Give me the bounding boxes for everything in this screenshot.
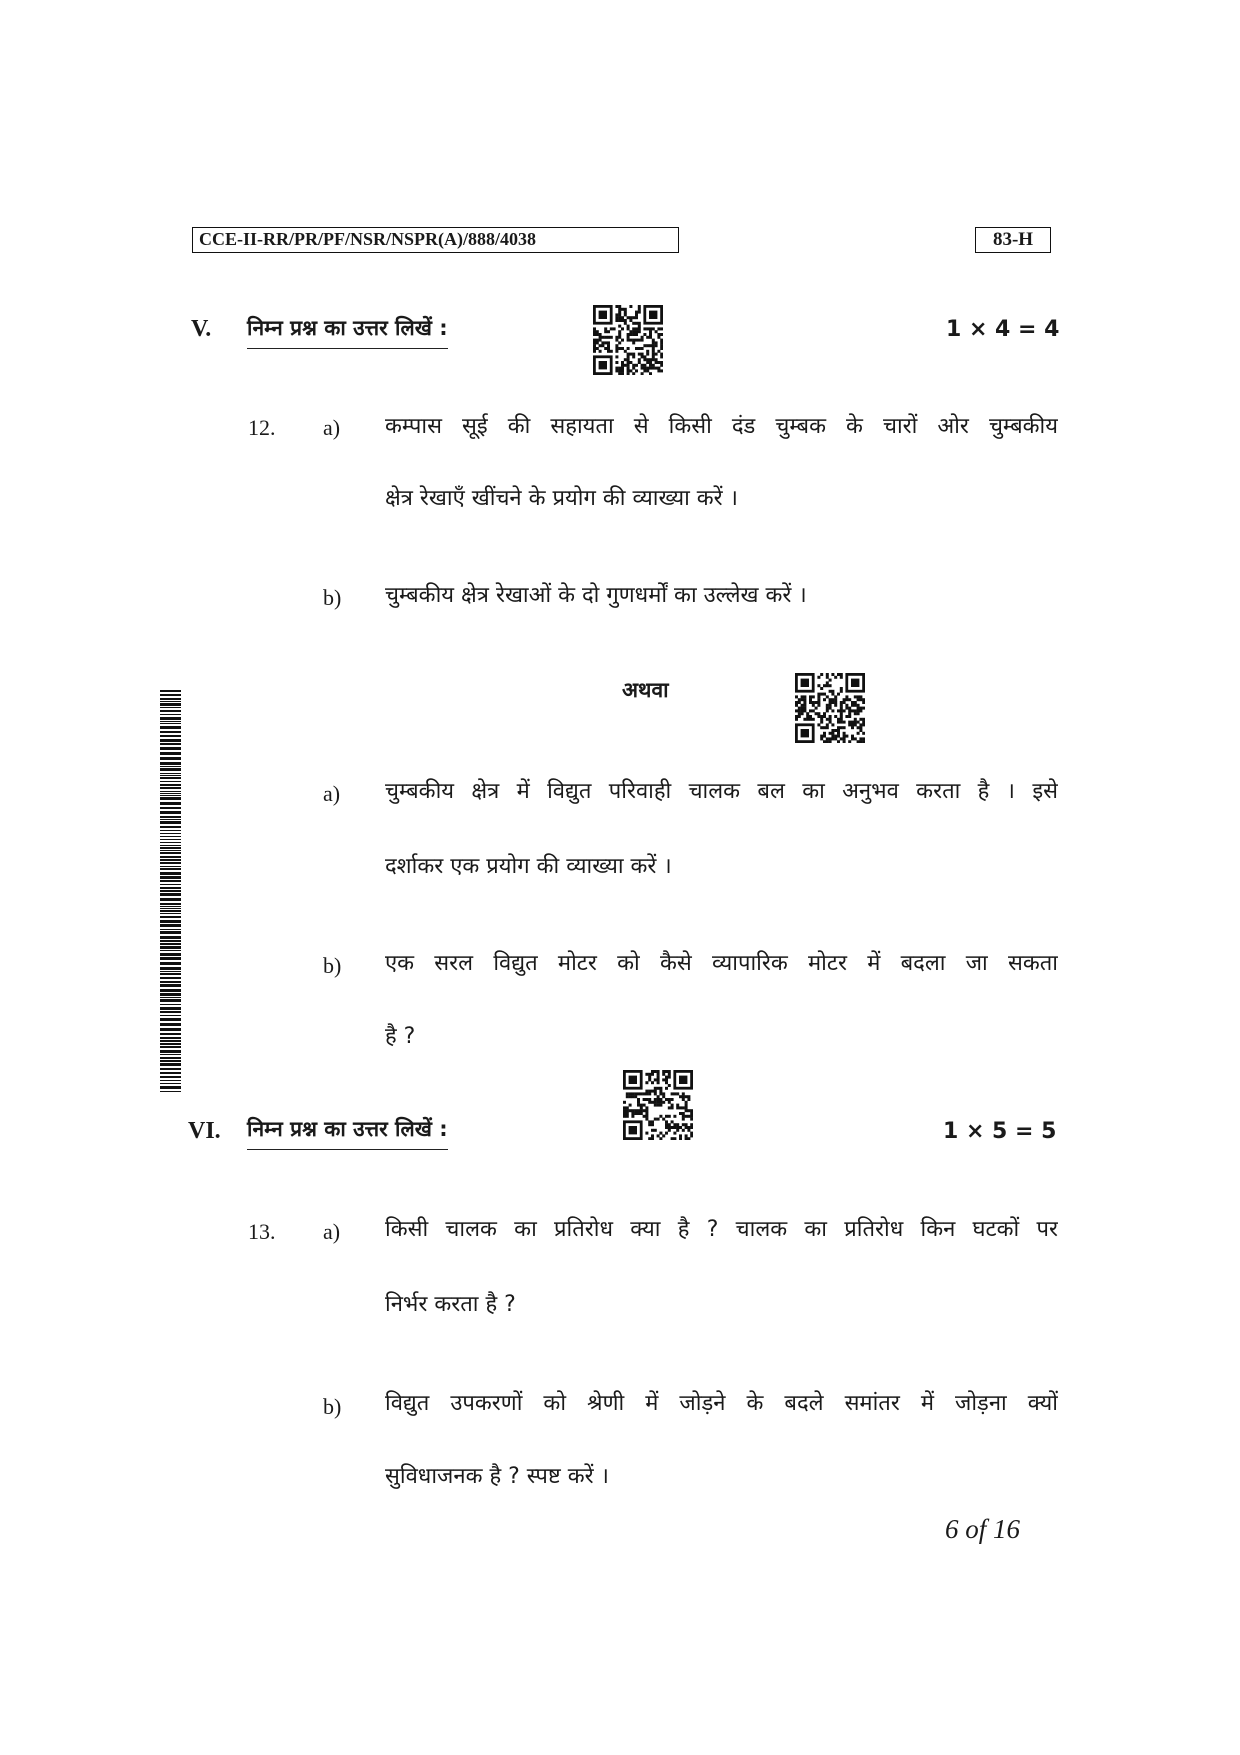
question-text-line: चुम्बकीय क्षेत्र में विद्युत परिवाही चालक बल का अनुभव करता है । इसे (385, 779, 1058, 804)
subject-code: 83-H (975, 227, 1051, 253)
qr-code-icon (795, 673, 865, 743)
question-text-line: विद्युत उपकरणों को श्रेणी में जोड़ने के बदले समांतर में जोड़ना क्यों (385, 1391, 1058, 1416)
question-text-line: दर्शाकर एक प्रयोग की व्याख्या करें । (385, 854, 672, 879)
question-text-line: चुम्बकीय क्षेत्र रेखाओं के दो गुणधर्मों का उल्लेख करें । (385, 583, 807, 608)
section-marks: 1 × 5 = 5 (943, 1119, 1057, 1144)
question-number: 13. (248, 1219, 276, 1244)
section-number: V. (191, 316, 212, 342)
question-text-line: कम्पास सूई की सहायता से किसी दंड चुम्बक के चारों ओर चुम्बकीय (385, 414, 1058, 439)
section-number: VI. (188, 1118, 221, 1144)
paper-code: CCE-II-RR/PR/PF/NSR/NSPR(A)/888/4038 (192, 227, 679, 253)
question-text-line: निर्भर करता है ? (385, 1292, 516, 1317)
question-text-line: क्षेत्र रेखाएँ खींचने के प्रयोग की व्याख्या करें । (385, 486, 738, 511)
qr-code-icon (593, 305, 663, 375)
part-label: a) (323, 1219, 341, 1244)
question-text-line: एक सरल विद्युत मोटर को कैसे व्यापारिक मोटर में बदला जा सकता (385, 951, 1058, 976)
question-number: 12. (248, 415, 276, 440)
section-instruction: निम्न प्रश्न का उत्तर लिखें : (247, 314, 448, 349)
barcode-icon (160, 690, 181, 1093)
question-text-line: सुविधाजनक है ? स्पष्ट करें । (385, 1464, 609, 1489)
qr-code-icon (623, 1070, 693, 1140)
part-label: b) (323, 1394, 342, 1419)
or-label: अथवा (622, 678, 669, 702)
section-marks: 1 × 4 = 4 (946, 317, 1060, 342)
part-label: b) (323, 953, 342, 978)
page-number: 6 of 16 (945, 1514, 1021, 1544)
part-label: a) (323, 781, 341, 806)
question-text-line: है ? (385, 1024, 416, 1049)
part-label: b) (323, 585, 342, 610)
part-label: a) (323, 415, 341, 440)
section-instruction: निम्न प्रश्न का उत्तर लिखें : (247, 1115, 448, 1150)
question-text-line: किसी चालक का प्रतिरोध क्या है ? चालक का प्रतिरोध किन घटकों पर (385, 1217, 1058, 1242)
